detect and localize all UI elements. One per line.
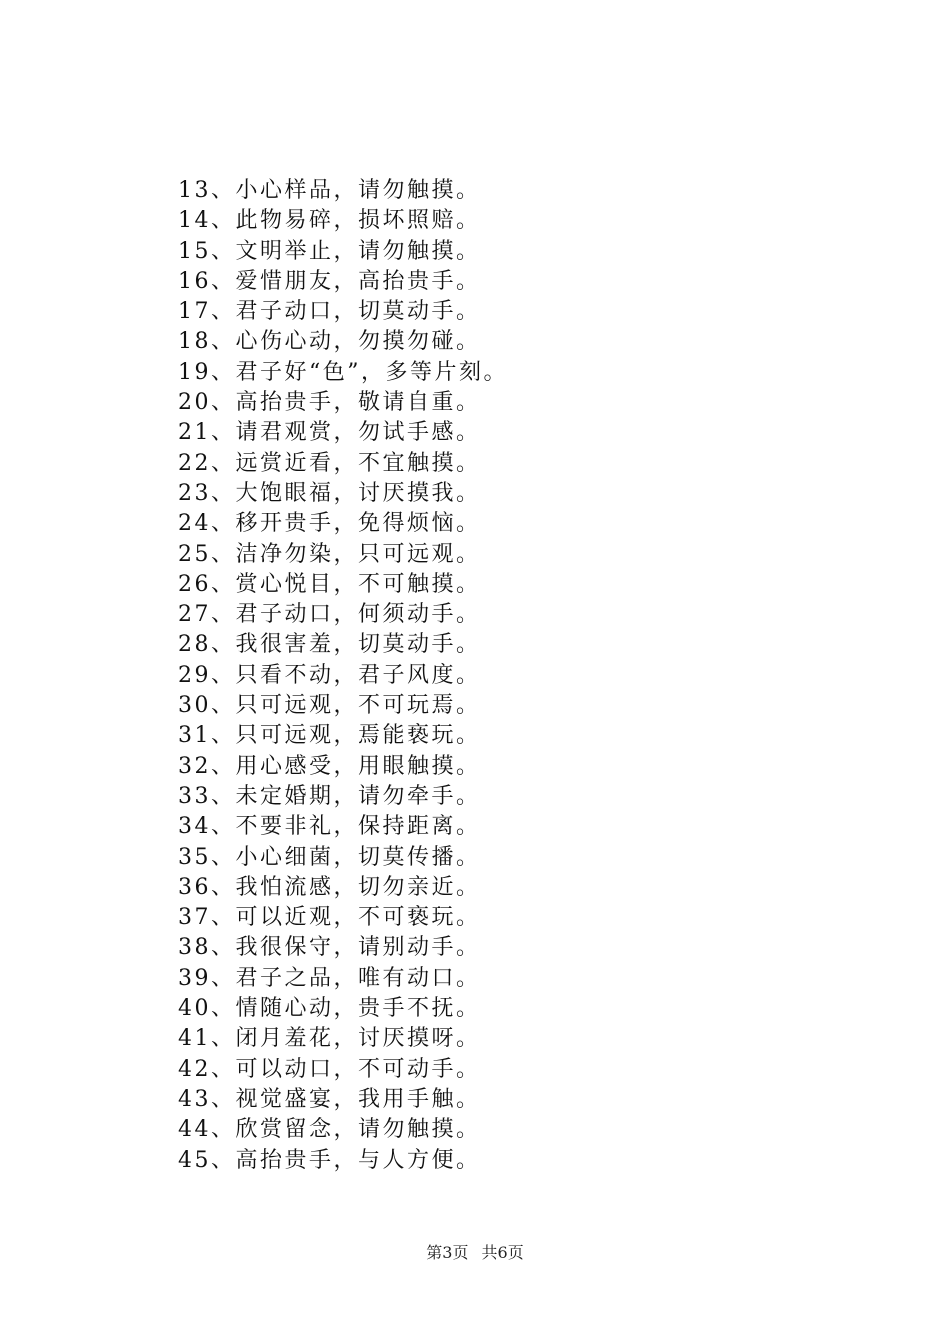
list-item: 40、情随心动，贵手不抚。 <box>178 996 481 1022</box>
list-item: 34、不要非礼，保持距离。 <box>178 814 481 840</box>
list-item: 19、君子好“色”，多等片刻。 <box>178 359 508 385</box>
list-item: 13、小心样品，请勿触摸。 <box>178 178 481 203</box>
page-total: 共6页 <box>481 1243 524 1262</box>
list-item: 21、请君观赏，勿试手感。 <box>178 420 481 446</box>
list-item: 26、赏心悦目，不可触摸。 <box>178 571 481 597</box>
list-item: 28、我很害羞，切莫动手。 <box>178 632 481 658</box>
list-item: 31、只可远观，焉能亵玩。 <box>178 723 481 749</box>
list-item: 35、小心细菌，切莫传播。 <box>178 844 481 870</box>
page-number: 第3页 <box>426 1243 469 1262</box>
list-item: 27、君子动口，何须动手。 <box>178 602 481 628</box>
list-item: 41、闭月羞花，讨厌摸呀。 <box>178 1026 481 1052</box>
list-item: 42、可以动口，不可动手。 <box>178 1056 481 1082</box>
page-footer <box>0 1240 950 1263</box>
list-item: 17、君子动口，切莫动手。 <box>178 299 481 325</box>
list-item: 32、用心感受，用眼触摸。 <box>178 753 481 779</box>
list-item: 14、此物易碎，损坏照赔。 <box>178 208 481 234</box>
list-item: 38、我很保守，请别动手。 <box>178 935 481 961</box>
list-item: 44、欣赏留念，请勿触摸。 <box>178 1117 481 1143</box>
list-item: 22、远赏近看，不宜触摸。 <box>178 450 481 476</box>
sign-slogan-list <box>178 176 508 1176</box>
list-item: 23、大饱眼福，讨厌摸我。 <box>178 480 481 506</box>
list-item: 37、可以近观，不可亵玩。 <box>178 905 481 931</box>
list-item: 24、移开贵手，免得烦恼。 <box>178 511 481 537</box>
list-item: 43、视觉盛宴，我用手触。 <box>178 1086 481 1112</box>
list-item: 20、高抬贵手，敬请自重。 <box>178 390 481 416</box>
list-item: 36、我怕流感，切勿亲近。 <box>178 874 481 900</box>
list-item: 15、文明举止，请勿触摸。 <box>178 238 481 264</box>
list-item: 30、只可远观，不可玩焉。 <box>178 693 481 719</box>
list-item: 33、未定婚期，请勿牵手。 <box>178 783 481 809</box>
list-item: 18、心伤心动，勿摸勿碰。 <box>178 329 481 355</box>
list-item: 16、爱惜朋友，高抬贵手。 <box>178 268 481 294</box>
list-item: 45、高抬贵手，与人方便。 <box>178 1147 481 1173</box>
list-item: 25、洁净勿染，只可远观。 <box>178 541 481 567</box>
list-item: 39、君子之品，唯有动口。 <box>178 965 481 991</box>
list-item: 29、只看不动，君子风度。 <box>178 662 481 688</box>
